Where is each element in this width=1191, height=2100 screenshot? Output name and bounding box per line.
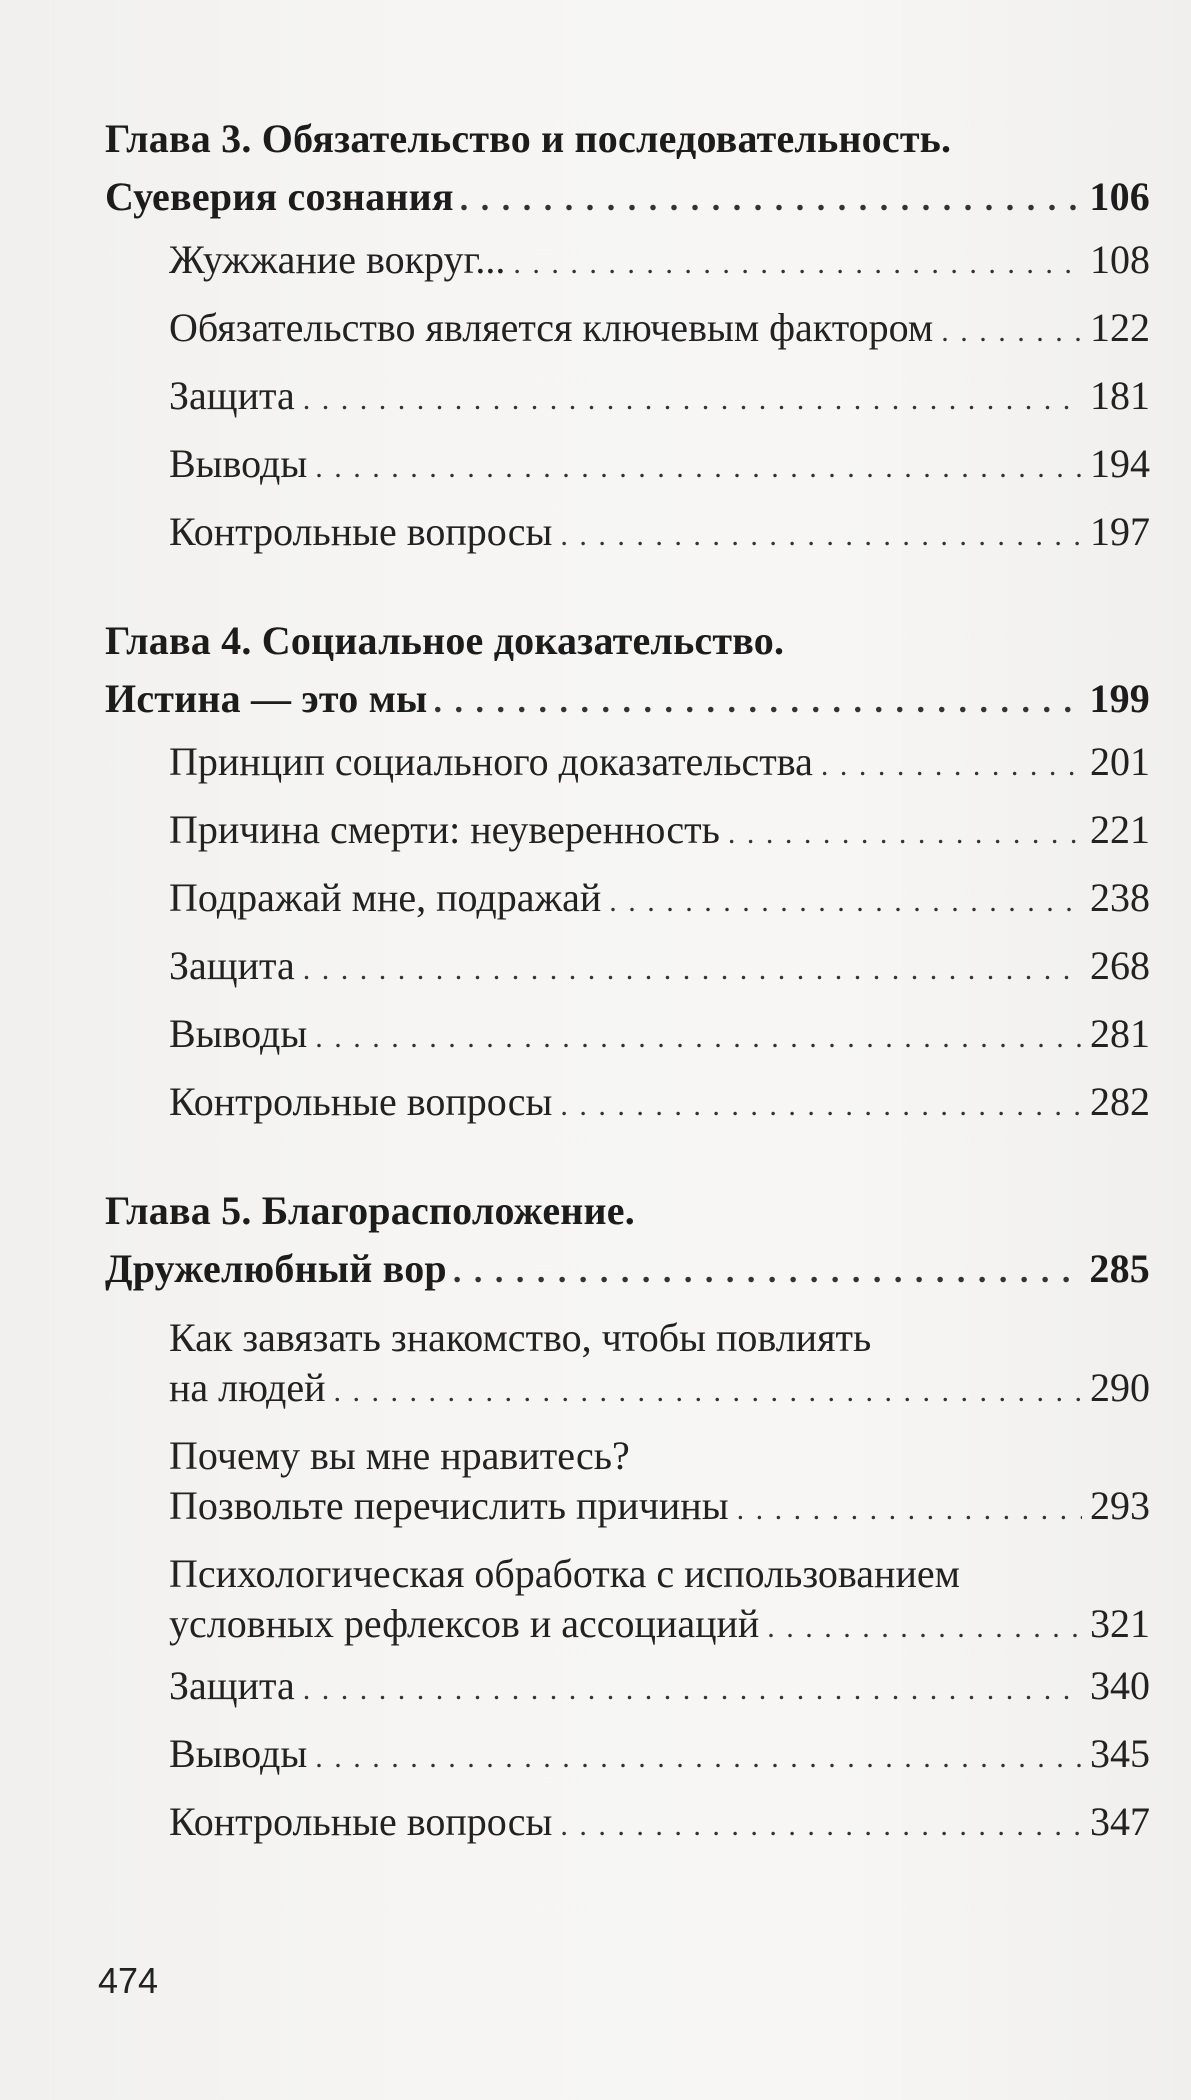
leader-dots: [560, 1072, 1082, 1140]
toc-entry: [105, 796, 1150, 864]
entry-page-number: 345: [1090, 1731, 1150, 1776]
entry-title-line1: Психологическая обработка с использованием: [169, 1551, 960, 1596]
entry-page-number: 194: [1090, 441, 1150, 486]
leader-dots: [737, 1482, 1082, 1538]
entry-page-number: 197: [1090, 509, 1150, 554]
leader-dots: [460, 171, 1084, 229]
chapter-title-line1: Глава 5. Благорасположение.: [105, 1188, 635, 1233]
entry-title: Жужжание вокруг...: [169, 237, 506, 282]
chapter-page-number: 199: [1089, 676, 1150, 721]
entry-page-number: 293: [1090, 1483, 1150, 1528]
entry-title: на людей: [169, 1365, 326, 1410]
entry-page-number: 221: [1090, 807, 1150, 852]
entry-title: Обязательство является ключевым фактором: [169, 305, 934, 350]
page-number: 474: [98, 1960, 159, 2001]
entry-title-line1: Как завязать знакомство, чтобы повлиять: [169, 1315, 872, 1360]
chapter-4: [105, 612, 1150, 1136]
entry-page-number: 181: [1090, 373, 1150, 418]
entry-title: Причина смерти: неуверенность: [169, 807, 720, 852]
entry-page-number: 282: [1090, 1079, 1150, 1124]
leader-dots: [303, 366, 1082, 434]
entry-title: Контрольные вопросы: [169, 509, 553, 554]
chapter-title-line2: [105, 670, 1150, 728]
toc-entry: [105, 1652, 1150, 1720]
leader-dots: [434, 673, 1084, 731]
toc-entry: [105, 932, 1150, 1000]
toc-entry: [105, 498, 1150, 566]
leader-dots: [513, 230, 1082, 298]
entry-title-line2: [169, 1478, 1150, 1534]
entry-title: Выводы: [169, 441, 308, 486]
entry-page-number: 238: [1090, 875, 1150, 920]
entry-title: Защита: [169, 1663, 295, 1708]
toc-entry: [105, 226, 1150, 294]
chapter-title-line2: [105, 1240, 1150, 1298]
toc-entry: [105, 1720, 1150, 1788]
entry-page-number: 108: [1090, 237, 1150, 282]
entry-title: Защита: [169, 943, 295, 988]
entry-page-number: 268: [1090, 943, 1150, 988]
entry-page-number: 281: [1090, 1011, 1150, 1056]
chapter-page-number: 285: [1089, 1246, 1150, 1291]
chapter-title-line2: [105, 168, 1150, 226]
chapter-page-number: 106: [1089, 174, 1150, 219]
toc-entry: [105, 1068, 1150, 1136]
entry-page-number: 201: [1090, 739, 1150, 784]
entry-page-number: 290: [1090, 1365, 1150, 1410]
entry-page-number: 340: [1090, 1663, 1150, 1708]
entry-title: Выводы: [169, 1731, 308, 1776]
leader-dots: [315, 1724, 1082, 1792]
toc-entry: [105, 1534, 1150, 1652]
entry-title-line2: [169, 1360, 1150, 1416]
toc-entry: [105, 864, 1150, 932]
toc-entry: [105, 1416, 1150, 1534]
entry-title-line1: Почему вы мне нравитесь?: [169, 1433, 630, 1478]
entry-title: Контрольные вопросы: [169, 1079, 553, 1124]
entry-title: Принцип социального доказательства: [169, 739, 813, 784]
leader-dots: [609, 868, 1082, 936]
entry-page-number: 347: [1090, 1799, 1150, 1844]
chapter-title-line1: Глава 4. Социальное доказательство.: [105, 618, 785, 663]
entry-page-number: 321: [1090, 1601, 1150, 1646]
chapter-3: [105, 110, 1150, 566]
toc-entry: [105, 1000, 1150, 1068]
leader-dots: [453, 1243, 1084, 1301]
entry-title: Выводы: [169, 1011, 308, 1056]
entry-title: Позвольте перечислить причины: [169, 1483, 729, 1528]
leader-dots: [315, 434, 1082, 502]
chapter-title-line1: Глава 3. Обязательство и последовательность.: [105, 116, 952, 161]
toc-entry: [105, 1298, 1150, 1416]
toc-entry: [105, 362, 1150, 430]
leader-dots: [303, 1656, 1082, 1724]
chapter-title-text: Суеверия сознания: [105, 174, 454, 219]
entry-page-number: 122: [1090, 305, 1150, 350]
chapter-5: [105, 1182, 1150, 1856]
entry-title: Подражай мне, подражай: [169, 875, 602, 920]
toc-entry: [105, 430, 1150, 498]
toc-entry: [105, 1788, 1150, 1856]
leader-dots: [767, 1600, 1082, 1656]
leader-dots: [303, 936, 1082, 1004]
leader-dots: [315, 1004, 1082, 1072]
table-of-contents: [105, 110, 1150, 1902]
entry-title: Защита: [169, 373, 295, 418]
chapter-title-text: Дружелюбный вор: [105, 1246, 447, 1291]
toc-entry: [105, 728, 1150, 796]
leader-dots: [560, 502, 1082, 570]
leader-dots: [333, 1364, 1082, 1420]
leader-dots: [821, 732, 1082, 800]
chapter-title-text: Истина — это мы: [105, 676, 428, 721]
toc-entry: [105, 294, 1150, 362]
entry-title: Контрольные вопросы: [169, 1799, 553, 1844]
entry-title: условных рефлексов и ассоциаций: [169, 1601, 760, 1646]
entry-title-line2: [169, 1596, 1150, 1652]
leader-dots: [728, 800, 1082, 868]
leader-dots: [941, 298, 1082, 366]
leader-dots: [560, 1792, 1082, 1860]
